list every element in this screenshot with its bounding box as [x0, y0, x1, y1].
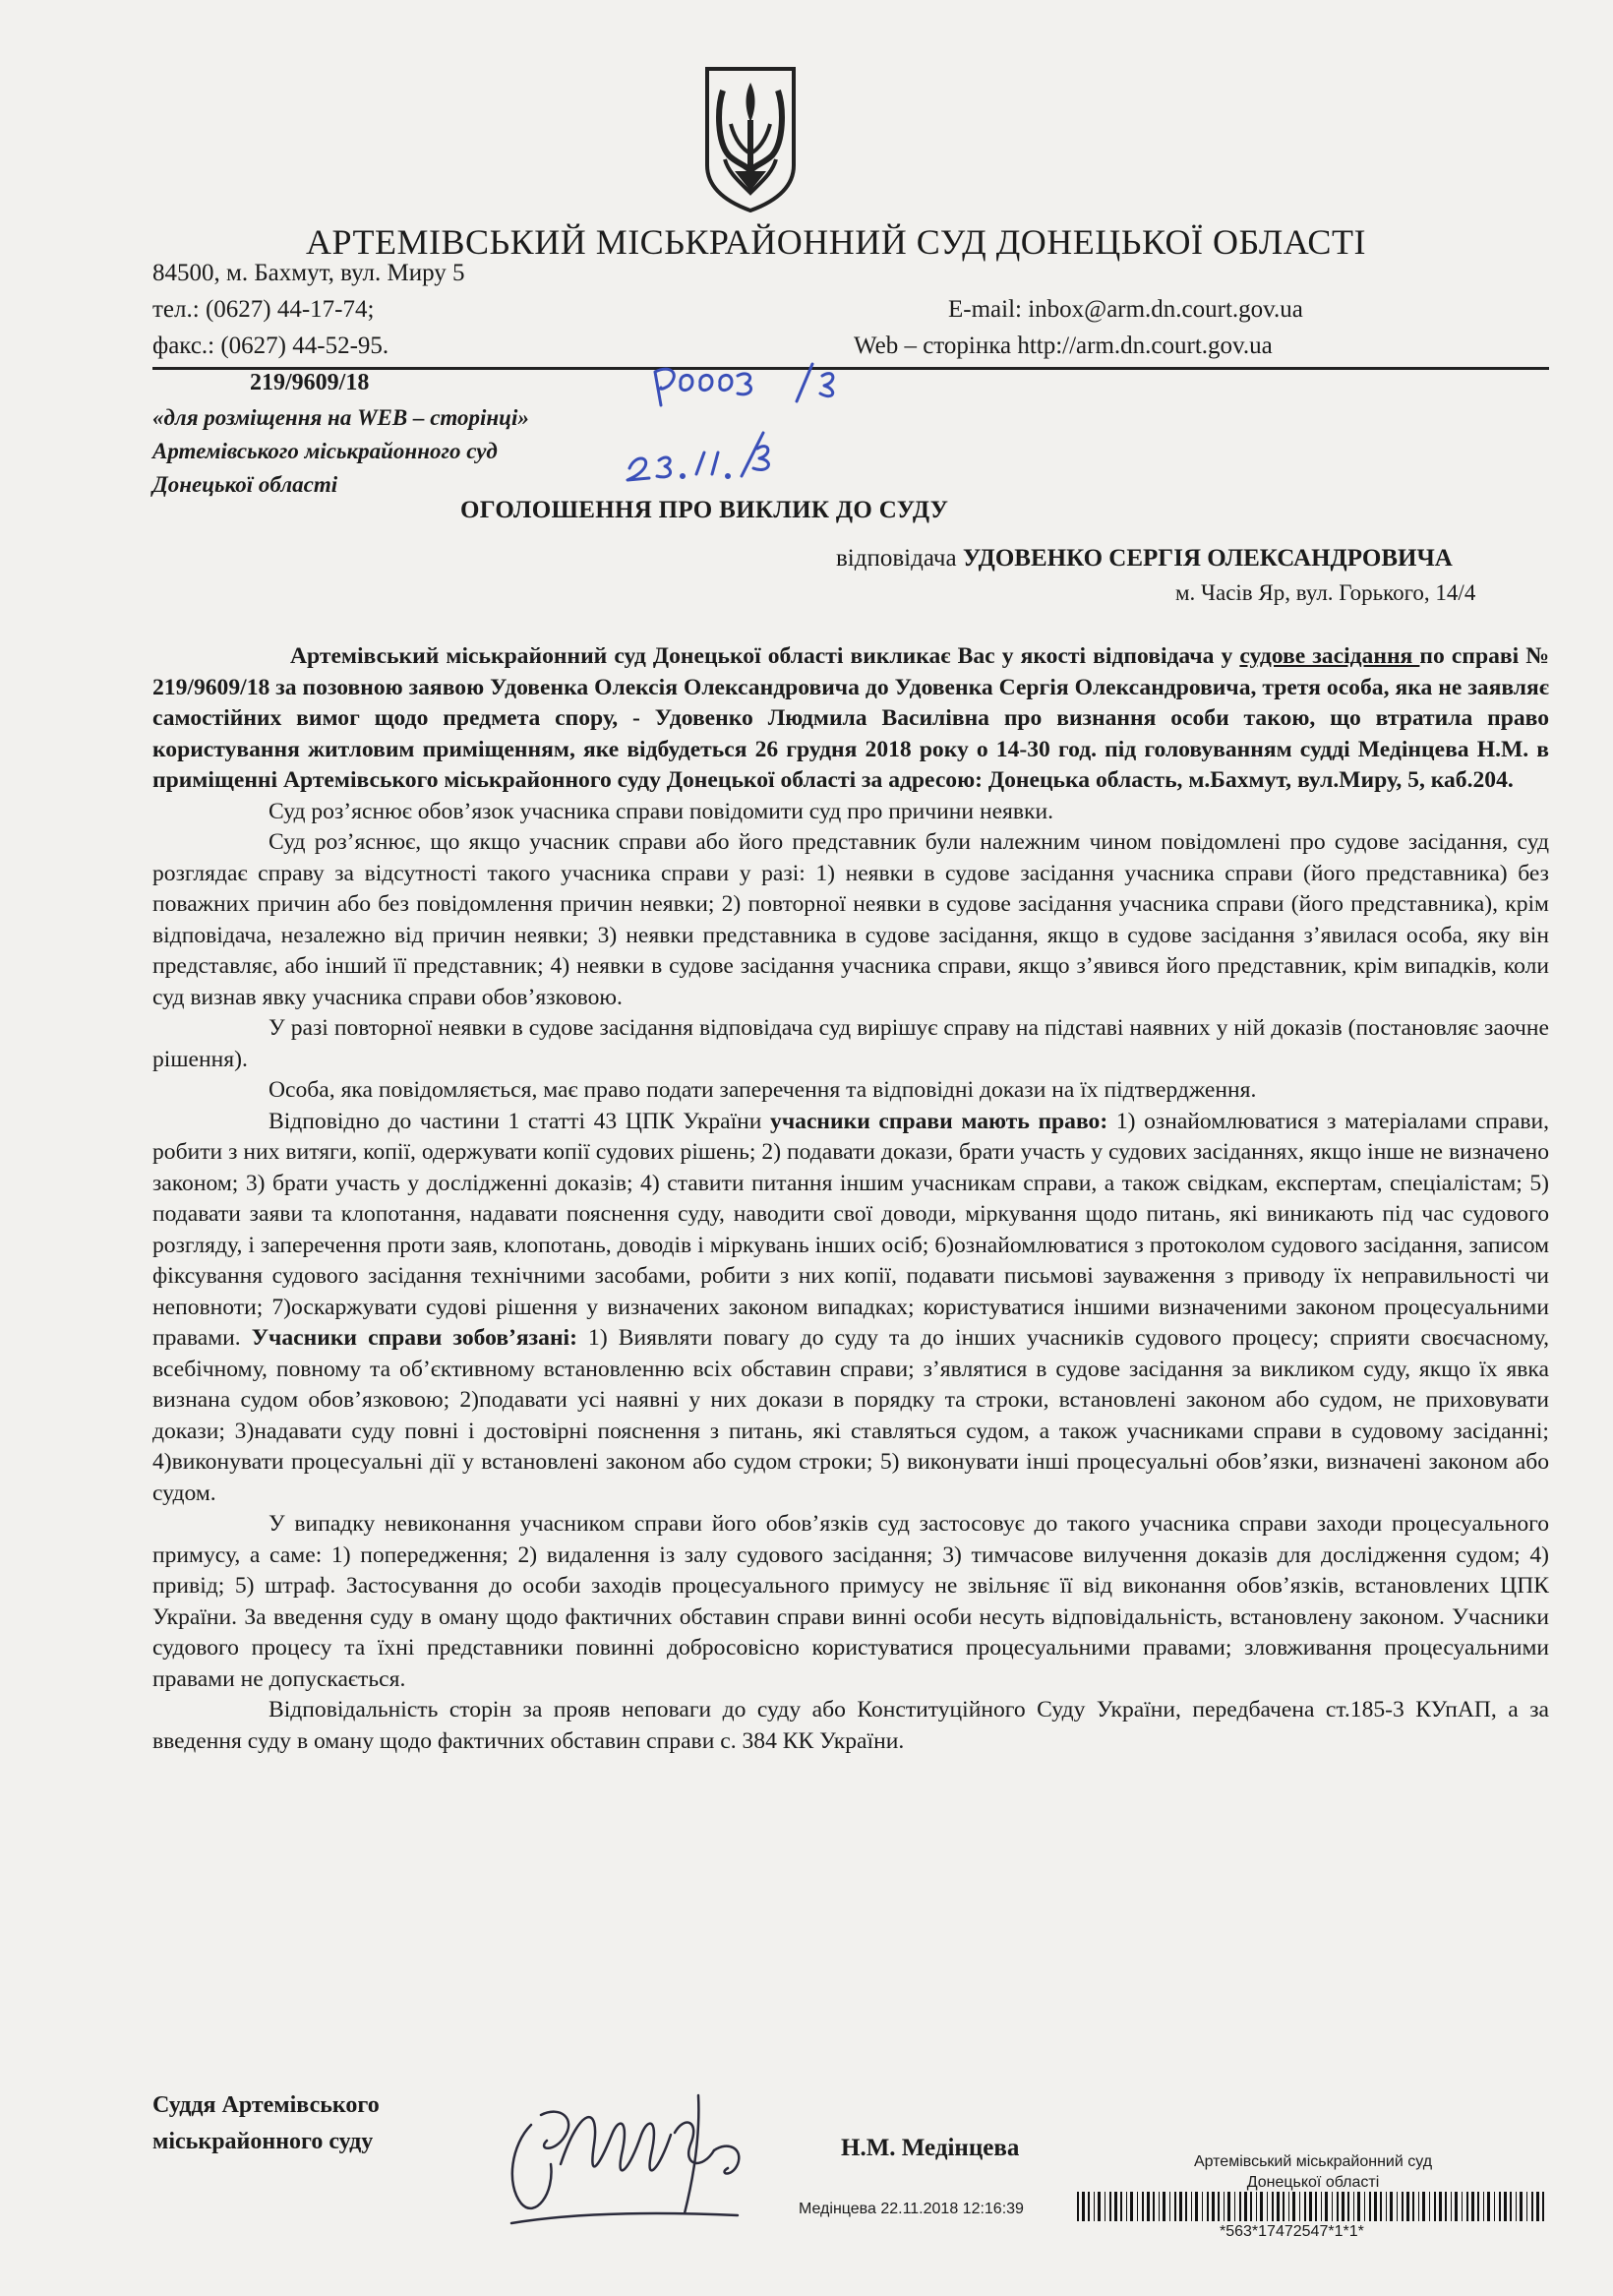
barcode-bar — [1406, 2192, 1409, 2221]
document-barcode — [1077, 2192, 1549, 2221]
paragraph-text: Відповідно до частини 1 статті 43 ЦПК України — [269, 1108, 771, 1134]
e-signature-court — [1165, 2151, 1461, 2193]
barcode-bar — [1260, 2192, 1263, 2221]
court-fax: факс.: (0627) 44-52-95. — [152, 332, 389, 359]
paragraph-text: Артемівський міськрайонний суд Донецької області викликає Вас у якості відповідача у — [290, 643, 1240, 669]
e-signature-timestamp: Медінцева 22.11.2018 12:16:39 — [799, 2201, 1024, 2217]
barcode-bar — [1445, 2192, 1447, 2221]
barcode-bar — [1477, 2192, 1479, 2221]
court-title: АРТЕМІВСЬКИЙ МІСЬКРАЙОННИЙ СУД ДОНЕЦЬКОЇ ОБЛАСТІ — [306, 222, 1366, 262]
barcode-bar — [1325, 2192, 1328, 2221]
barcode-bar — [1137, 2192, 1138, 2221]
barcode-bar — [1142, 2192, 1144, 2221]
summons-paragraph: У випадку невиконання учасником справи його обов’язків суд застосовує до такого учасника справи заходи процесуального примусу, а саме: 1) попередження; 2) видалення із залу судового засідання; 3) тимчасове вилучення доказів для дослідження судом; 4) привід; 5) штраф. Застосування до особи заходів процесуального примусу не звільняє її від виконання обов’язків, встановлених ЦПК України. За введення суду в оману щодо фактичних обставин справи винні особи несуть відповідальність, встановлену законом. Учасники судового процесу та їхні представники повинні добросовісно користуватися процесуальними правами; зловживання процесуальними правами не допускається. — [152, 1511, 1549, 1692]
barcode-bar — [1207, 2192, 1209, 2221]
barcode-bar — [1094, 2192, 1095, 2221]
barcode-bar — [1299, 2192, 1300, 2221]
barcode-bar — [1439, 2192, 1442, 2221]
summons-paragraph: Суд роз’яснює обов’язок учасника справи повідомити суд про причини неявки. — [269, 798, 1054, 824]
duties-heading: Учасники справи зобов’язані: — [251, 1325, 577, 1351]
barcode-bar — [1185, 2192, 1187, 2221]
barcode-bar — [1542, 2192, 1544, 2221]
barcode-bar — [1369, 2192, 1371, 2221]
barcode-bar — [1234, 2192, 1235, 2221]
barcode-bar — [1195, 2192, 1198, 2221]
barcode-bar — [1126, 2192, 1127, 2221]
summons-paragraph: Суд роз’яснює, що якщо учасник справи або його представник були належним чином повідомлені про судове засідання, суд розглядає справу за відсутності такого учасника справи у разі: 1) неявки в судове засідання учасника справи (його представника) без поважних причин або без повідомлення причин неявки; 2) повторної неявки в судове засідання учасника справи (його представника), крім відповідача, незалежно від причин неявки; 3) неявки представника в судове засідання, якщо в судове засідання з’явилася особа, яку він представляє, або інший її представник; 4) неявки в судове засідання учасника справи, якщо з’явився його представник, крім випадків, коли суд визнав явку учасника справи обов’язковою. — [152, 829, 1549, 1010]
barcode-bar — [1531, 2192, 1533, 2221]
paragraph-text: 1) Виявляти повагу до суду та до інших учасників судового процесу; сприяти своєчасному, всебічному, повному та об’єктивному встановленню всіх обставин справи; з’являтися в судове засідання за викликом суду, якщо їх явка визнана судом обов’язковою; 2)подавати усі наявні у них докази в порядку та строки, встановлені законом або судом, не приховувати докази; 3)надавати суду повні і достовірні пояснення з питань, які ставляться судом, а також учасниками справи в судовому засіданні; 4)виконувати процесуальні дії у встановлені законом або судом строки; 5) виконувати інші процесуальні обов’язки, визначені законом або судом. — [152, 1325, 1549, 1506]
barcode-bar — [1130, 2192, 1133, 2221]
barcode-bar — [1504, 2192, 1507, 2221]
judge-title-line: Суддя Артемівського — [152, 2092, 380, 2118]
barcode-bar — [1315, 2192, 1317, 2221]
barcode-bar — [1422, 2192, 1425, 2221]
barcode-bar — [1174, 2192, 1176, 2221]
court-email: E-mail: inbox@arm.dn.court.gov.ua — [948, 296, 1303, 323]
web-note-line: Артемівського міськрайонного суд — [152, 439, 498, 463]
barcode-bar — [1212, 2192, 1215, 2221]
summons-body — [152, 641, 1549, 1757]
barcode-bar — [1309, 2192, 1312, 2221]
recipient — [836, 545, 1453, 573]
barcode-bar — [1342, 2192, 1344, 2221]
barcode-bar — [1526, 2192, 1527, 2221]
handwritten-registration-note — [620, 354, 915, 502]
court-phone: тел.: (0627) 44-17-74; — [152, 296, 375, 323]
summons-paragraph: Особа, яка повідомляється, має право подати заперечення та відповідні докази на їх підтвердження. — [269, 1077, 1257, 1103]
judge-name: Н.М. Медінцева — [841, 2135, 1020, 2161]
barcode-bar — [1179, 2192, 1182, 2221]
barcode-bar — [1374, 2192, 1377, 2221]
barcode-bar — [1120, 2192, 1122, 2221]
judge-title — [152, 2087, 380, 2160]
barcode-bar — [1418, 2192, 1419, 2221]
barcode-bar — [1283, 2192, 1284, 2221]
judge-title-line: міськрайонного суду — [152, 2129, 374, 2154]
summons-paragraph: Відповідальність сторін за прояв неповаги до суду або Конституційного Суду України, передбачена ст.185-3 КУпАП, а за введення суду в оману щодо фактичних обставин справи с. 384 КК України. — [152, 1697, 1549, 1754]
recipient-name: УДОВЕНКО СЕРГІЯ ОЛЕКСАНДРОВИЧА — [962, 545, 1453, 572]
barcode-bar — [1227, 2192, 1230, 2221]
barcode-bar — [1402, 2192, 1404, 2221]
barcode-bar — [1202, 2192, 1203, 2221]
barcode-bar — [1483, 2192, 1484, 2221]
barcode-bar — [1267, 2192, 1268, 2221]
barcode-bar — [1390, 2192, 1393, 2221]
barcode-bar — [1471, 2192, 1474, 2221]
barcode-bar — [1380, 2192, 1382, 2221]
barcode-bar — [1304, 2192, 1306, 2221]
barcode-bar — [1353, 2192, 1354, 2221]
barcode-bar — [1451, 2192, 1452, 2221]
barcode-bar — [1536, 2192, 1539, 2221]
barcode-bar — [1332, 2192, 1333, 2221]
stamp-court-line: Донецької області — [1246, 2174, 1380, 2191]
barcode-bar — [1321, 2192, 1322, 2221]
barcode-bar — [1357, 2192, 1360, 2221]
web-note-line: «для розміщення на WEB – сторінці» — [152, 405, 529, 430]
barcode-bar — [1256, 2192, 1257, 2221]
barcode-bar — [1434, 2192, 1436, 2221]
judge-signature — [492, 2076, 787, 2233]
barcode-bar — [1487, 2192, 1490, 2221]
paragraph-text: 1) ознайомлюватися з матеріалами справи, робити з них витяги, копії, одержувати копії судових рішень; 2) подавати докази, брати участь у судових засіданнях, якщо інше не визначено законом; 3) брати участь у дослідженні доказів; 4) ставити питання іншим учасникам справи, а також свідкам, експертам, спеціалістам; 5) подавати заяви та клопотання, надавати пояснення суду, наводити свої доводи, міркування щодо питань, які виникають під час судового розгляду, і заперечення проти заяв, клопотань, доводів і міркувань інших осіб; 6)ознайомлюватися з протоколом судового засідання, записом фіксування судового засідання технічними засобами, робити з них копії, подавати письмові зауваження з приводу їх неправильності чи неповноти; 7)оскаржувати судові рішення у визначених законом випадках; користуватися іншими визначеними законом процесуальними правами. — [152, 1108, 1549, 1351]
barcode-bar — [1347, 2192, 1349, 2221]
barcode-bar — [1114, 2192, 1117, 2221]
barcode-bar — [1239, 2192, 1241, 2221]
court-address: 84500, м. Бахмут, вул. Миру 5 — [152, 260, 465, 286]
barcode-bar — [1292, 2192, 1295, 2221]
trident-emblem-icon — [695, 65, 806, 212]
recipient-address: м. Часів Яр, вул. Горького, 14/4 — [1175, 580, 1476, 605]
barcode-bar — [1244, 2192, 1247, 2221]
barcode-bar — [1272, 2192, 1274, 2221]
barcode-bar — [1159, 2192, 1160, 2221]
barcode-bar — [1520, 2192, 1523, 2221]
barcode-bar — [1163, 2192, 1165, 2221]
barcode-bar — [1429, 2192, 1430, 2221]
barcode-bar — [1510, 2192, 1512, 2221]
stamp-court-line: Артемівський міськрайонний суд — [1193, 2153, 1433, 2170]
barcode-bar — [1412, 2192, 1414, 2221]
barcode-bar — [1153, 2192, 1155, 2221]
barcode-bar — [1191, 2192, 1192, 2221]
barcode-bar — [1397, 2192, 1398, 2221]
summons-paragraph — [152, 641, 1549, 797]
case-number: 219/9609/18 — [250, 370, 370, 395]
barcode-bar — [1082, 2192, 1085, 2221]
barcode-bar — [1250, 2192, 1252, 2221]
barcode-bar — [1364, 2192, 1365, 2221]
barcode-bar — [1224, 2192, 1225, 2221]
court-website: Web – сторінка http://arm.dn.court.gov.ua — [854, 332, 1273, 359]
barcode-bar — [1218, 2192, 1220, 2221]
web-note-line: Донецької області — [152, 472, 338, 497]
barcode-bar — [1462, 2192, 1463, 2221]
barcode-bar — [1088, 2192, 1090, 2221]
rights-and-duties-paragraph — [152, 1107, 1549, 1510]
barcode-bar — [1494, 2192, 1495, 2221]
barcode-bar — [1499, 2192, 1501, 2221]
summons-paragraph: У разі повторної неявки в судове засідання відповідача суд вирішує справу на підставі наявних у ній доказів (постановляє заочне рішення). — [152, 1015, 1549, 1072]
document-heading: ОГОЛОШЕННЯ ПРО ВИКЛИК ДО СУДУ — [460, 497, 949, 523]
barcode-bar — [1455, 2192, 1458, 2221]
rights-heading: учасники справи мають право: — [770, 1108, 1108, 1134]
barcode-bar — [1386, 2192, 1387, 2221]
barcode-bar — [1337, 2192, 1339, 2221]
barcode-bar — [1098, 2192, 1101, 2221]
barcode-bar — [1169, 2192, 1170, 2221]
barcode-bar — [1288, 2192, 1289, 2221]
barcode-bar — [1466, 2192, 1468, 2221]
barcode-bar — [1077, 2192, 1079, 2221]
recipient-role: відповідача — [836, 545, 957, 572]
barcode-bar — [1109, 2192, 1111, 2221]
paragraph-text: по справі № 219/9609/18 за позовною заявою Удовенка Олексія Олександровича до Удовенка Сергія Олександровича, третя особа, яка не заявляє самостійних вимог щодо предмета спору, - Удовенко Людмила Василівна про визнання особи такою, що втратила право користування житловим приміщенням, яке відбудеться 26 грудня 2018 року о 14-30 год. під головуванням судді Медінцева Н.М. в приміщенні Артемівського міськрайонного суду Донецької області за адресою: Донецька область, м.Бахмут, вул.Миру, 5, каб.204. — [152, 643, 1550, 793]
barcode-number: *563*17472547*1*1* — [1220, 2223, 1364, 2240]
paragraph-text-underlined: судове засідання — [1239, 643, 1420, 669]
barcode-bar — [1516, 2192, 1517, 2221]
barcode-bar — [1277, 2192, 1280, 2221]
barcode-bar — [1147, 2192, 1150, 2221]
